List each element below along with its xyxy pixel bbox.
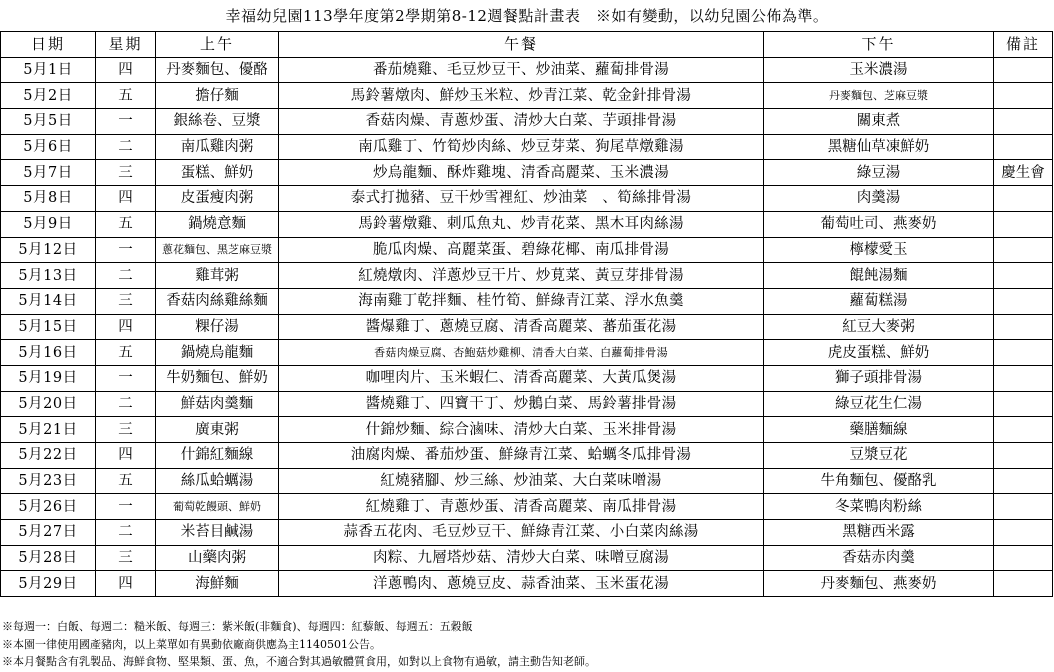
cell-morning-snack: 蔥花麵包、黑芝麻豆漿 <box>156 237 279 263</box>
table-row <box>1 288 1053 314</box>
cell-lunch: 什錦炒麵、綜合滷味、清炒大白菜、玉米排骨湯 <box>279 417 764 443</box>
cell-morning-snack: 香菇肉絲雞絲麵 <box>156 288 279 314</box>
cell-weekday: 二 <box>96 134 156 160</box>
cell-lunch: 泰式打拋豬、豆干炒雪裡紅、炒油菜 、筍絲排骨湯 <box>279 186 764 212</box>
cell-note <box>994 109 1053 135</box>
cell-lunch: 醬爆雞丁、蔥燒豆腐、清香高麗菜、蕃茄蛋花湯 <box>279 314 764 340</box>
cell-note <box>994 571 1053 597</box>
cell-lunch: 脆瓜肉燥、高麗菜蛋、碧綠花椰、南瓜排骨湯 <box>279 237 764 263</box>
cell-morning-snack: 山藥肉粥 <box>156 545 279 571</box>
cell-afternoon-snack: 香菇赤肉羹 <box>764 545 994 571</box>
cell-lunch: 紅燒燉肉、洋蔥炒豆干片、炒莧菜、黃豆芽排骨湯 <box>279 263 764 289</box>
cell-morning-snack: 廣東粥 <box>156 417 279 443</box>
cell-morning-snack: 海鮮麵 <box>156 571 279 597</box>
cell-afternoon-snack: 虎皮蛋糕、鮮奶 <box>764 340 994 366</box>
cell-note <box>994 340 1053 366</box>
header-note: 備註 <box>994 32 1053 58</box>
cell-morning-snack: 丹麥麵包、優酪 <box>156 57 279 83</box>
cell-morning-snack: 粿仔湯 <box>156 314 279 340</box>
cell-note <box>994 520 1053 546</box>
cell-morning-snack: 米苔目鹹湯 <box>156 520 279 546</box>
cell-morning-snack: 什錦紅麵線 <box>156 443 279 469</box>
cell-morning-snack: 蛋糕、鮮奶 <box>156 160 279 186</box>
cell-lunch: 紅燒雞丁、青蔥炒蛋、清香高麗菜、南瓜排骨湯 <box>279 494 764 520</box>
footnotes <box>2 618 1052 671</box>
table-row <box>1 134 1053 160</box>
cell-morning-snack: 鍋燒烏龍麵 <box>156 340 279 366</box>
cell-afternoon-snack: 黑糖仙草凍鮮奶 <box>764 134 994 160</box>
cell-afternoon-snack: 丹麥麵包、燕麥奶 <box>764 571 994 597</box>
cell-date: 5月1日 <box>1 57 96 83</box>
cell-date: 5月26日 <box>1 494 96 520</box>
cell-date: 5月12日 <box>1 237 96 263</box>
table-row <box>1 468 1053 494</box>
cell-date: 5月23日 <box>1 468 96 494</box>
cell-weekday: 一 <box>96 494 156 520</box>
cell-morning-snack: 擔仔麵 <box>156 83 279 109</box>
cell-weekday: 四 <box>96 443 156 469</box>
table-row <box>1 391 1053 417</box>
cell-note <box>994 365 1053 391</box>
cell-date: 5月20日 <box>1 391 96 417</box>
table-body <box>1 57 1053 596</box>
cell-date: 5月5日 <box>1 109 96 135</box>
cell-lunch: 馬鈴薯燉肉、鮮炒玉米粒、炒青江菜、乾金針排骨湯 <box>279 83 764 109</box>
cell-date: 5月6日 <box>1 134 96 160</box>
cell-lunch: 咖哩肉片、玉米蝦仁、清香高麗菜、大黃瓜煲湯 <box>279 365 764 391</box>
cell-afternoon-snack: 玉米濃湯 <box>764 57 994 83</box>
cell-weekday: 三 <box>96 417 156 443</box>
cell-note <box>994 468 1053 494</box>
cell-lunch: 紅燒豬腳、炒三絲、炒油菜、大白菜味噌湯 <box>279 468 764 494</box>
cell-lunch: 馬鈴薯燉雞、刺瓜魚丸、炒青花菜、黑木耳肉絲湯 <box>279 211 764 237</box>
cell-lunch: 油腐肉燥、番茄炒蛋、鮮綠青江菜、蛤蠣冬瓜排骨湯 <box>279 443 764 469</box>
cell-note <box>994 417 1053 443</box>
table-row <box>1 263 1053 289</box>
cell-lunch: 醬燒雞丁、四寶干丁、炒鵝白菜、馬鈴薯排骨湯 <box>279 391 764 417</box>
cell-morning-snack: 葡萄乾饅頭、鮮奶 <box>156 494 279 520</box>
cell-weekday: 三 <box>96 288 156 314</box>
cell-lunch: 蒜香五花肉、毛豆炒豆干、鮮綠青江菜、小白菜肉絲湯 <box>279 520 764 546</box>
cell-note <box>994 83 1053 109</box>
cell-date: 5月27日 <box>1 520 96 546</box>
header-afternoon: 下午 <box>764 32 994 58</box>
header-lunch: 午餐 <box>279 32 764 58</box>
table-row <box>1 211 1053 237</box>
cell-morning-snack: 牛奶麵包、鮮奶 <box>156 365 279 391</box>
cell-afternoon-snack: 檸檬愛玉 <box>764 237 994 263</box>
cell-weekday: 一 <box>96 365 156 391</box>
cell-afternoon-snack: 紅豆大麥粥 <box>764 314 994 340</box>
table-row <box>1 83 1053 109</box>
cell-morning-snack: 鍋燒意麵 <box>156 211 279 237</box>
cell-date: 5月22日 <box>1 443 96 469</box>
cell-weekday: 一 <box>96 109 156 135</box>
cell-weekday: 三 <box>96 160 156 186</box>
cell-note <box>994 288 1053 314</box>
cell-note <box>994 134 1053 160</box>
cell-lunch: 海南雞丁乾拌麵、桂竹筍、鮮綠青江菜、浮水魚羹 <box>279 288 764 314</box>
cell-weekday: 三 <box>96 545 156 571</box>
page-title: 幸福幼兒園113學年度第2學期第8-12週餐點計畫表 ※如有變動，以幼兒園公佈為準。 <box>225 7 829 25</box>
cell-note <box>994 545 1053 571</box>
cell-morning-snack: 鮮菇肉羹麵 <box>156 391 279 417</box>
table-row <box>1 109 1053 135</box>
cell-date: 5月15日 <box>1 314 96 340</box>
cell-afternoon-snack: 獅子頭排骨湯 <box>764 365 994 391</box>
cell-weekday: 四 <box>96 57 156 83</box>
cell-weekday: 五 <box>96 468 156 494</box>
cell-lunch: 炒烏龍麵、酥炸雞塊、清香高麗菜、玉米濃湯 <box>279 160 764 186</box>
table-row <box>1 57 1053 83</box>
cell-lunch: 香菇肉燥、青蔥炒蛋、清炒大白菜、芋頭排骨湯 <box>279 109 764 135</box>
cell-date: 5月2日 <box>1 83 96 109</box>
header-morning: 上午 <box>156 32 279 58</box>
cell-note <box>994 237 1053 263</box>
table-row <box>1 571 1053 597</box>
cell-date: 5月8日 <box>1 186 96 212</box>
cell-date: 5月28日 <box>1 545 96 571</box>
footnote-allergy: ※本月餐點含有乳製品、海鮮食物、堅果類、蛋、魚，不適合對其過敏體質食用，如對以上食物有過敏，請主動告知老師。 <box>2 655 596 668</box>
table-row <box>1 365 1053 391</box>
cell-note <box>994 494 1053 520</box>
cell-note <box>994 314 1053 340</box>
cell-lunch: 南瓜雞丁、竹筍炒肉絲、炒豆芽菜、狗尾草燉雞湯 <box>279 134 764 160</box>
cell-afternoon-snack: 餛飩湯麵 <box>764 263 994 289</box>
cell-note <box>994 443 1053 469</box>
cell-afternoon-snack: 關東煮 <box>764 109 994 135</box>
cell-weekday: 五 <box>96 211 156 237</box>
cell-morning-snack: 皮蛋瘦肉粥 <box>156 186 279 212</box>
cell-lunch: 肉粽、九層塔炒菇、清炒大白菜、味噌豆腐湯 <box>279 545 764 571</box>
cell-afternoon-snack: 黑糖西米露 <box>764 520 994 546</box>
footnote-pork: ※本園一律使用國產豬肉，以上菜單如有異動依廠商供應為主1140501公告。 <box>2 637 381 651</box>
cell-date: 5月21日 <box>1 417 96 443</box>
table-row <box>1 520 1053 546</box>
cell-date: 5月9日 <box>1 211 96 237</box>
cell-date: 5月16日 <box>1 340 96 366</box>
cell-afternoon-snack: 豆漿豆花 <box>764 443 994 469</box>
footnote-rice: ※每週一：白飯、每週二：糙米飯、每週三：紫米飯(非麵食)、每週四：紅藜飯、每週五：五穀飯 <box>2 620 473 633</box>
header-date: 日期 <box>1 32 96 58</box>
cell-weekday: 二 <box>96 263 156 289</box>
cell-weekday: 二 <box>96 391 156 417</box>
table-row <box>1 186 1053 212</box>
cell-date: 5月14日 <box>1 288 96 314</box>
cell-note <box>994 391 1053 417</box>
table-row <box>1 443 1053 469</box>
cell-note <box>994 263 1053 289</box>
table-row <box>1 237 1053 263</box>
cell-date: 5月19日 <box>1 365 96 391</box>
cell-morning-snack: 雞茸粥 <box>156 263 279 289</box>
table-row <box>1 340 1053 366</box>
cell-date: 5月13日 <box>1 263 96 289</box>
cell-weekday: 五 <box>96 340 156 366</box>
table-row <box>1 417 1053 443</box>
cell-note <box>994 186 1053 212</box>
cell-afternoon-snack: 蘿蔔糕湯 <box>764 288 994 314</box>
cell-weekday: 四 <box>96 186 156 212</box>
cell-morning-snack: 銀絲卷、豆漿 <box>156 109 279 135</box>
cell-weekday: 五 <box>96 83 156 109</box>
cell-morning-snack: 絲瓜蛤蠣湯 <box>156 468 279 494</box>
header-weekday: 星期 <box>96 32 156 58</box>
table-row <box>1 545 1053 571</box>
cell-weekday: 四 <box>96 314 156 340</box>
cell-lunch: 香菇肉燥豆腐、杏鮑菇炒雞柳、清香大白菜、白蘿蔔排骨湯 <box>279 340 764 366</box>
table-row <box>1 160 1053 186</box>
cell-lunch: 洋蔥鴨肉、蔥燒豆皮、蒜香油菜、玉米蛋花湯 <box>279 571 764 597</box>
cell-weekday: 一 <box>96 237 156 263</box>
cell-afternoon-snack: 肉羹湯 <box>764 186 994 212</box>
cell-afternoon-snack: 綠豆花生仁湯 <box>764 391 994 417</box>
cell-morning-snack: 南瓜雞肉粥 <box>156 134 279 160</box>
cell-weekday: 四 <box>96 571 156 597</box>
cell-date: 5月29日 <box>1 571 96 597</box>
cell-afternoon-snack: 牛角麵包、優酪乳 <box>764 468 994 494</box>
table-row <box>1 494 1053 520</box>
cell-lunch: 番茄燒雞、毛豆炒豆干、炒油菜、蘿蔔排骨湯 <box>279 57 764 83</box>
meal-plan-table <box>0 31 1053 597</box>
table-row <box>1 314 1053 340</box>
cell-afternoon-snack: 葡萄吐司、燕麥奶 <box>764 211 994 237</box>
cell-date: 5月7日 <box>1 160 96 186</box>
cell-note: 慶生會 <box>994 160 1053 186</box>
cell-note <box>994 211 1053 237</box>
cell-afternoon-snack: 綠豆湯 <box>764 160 994 186</box>
cell-afternoon-snack: 丹麥麵包、芝麻豆漿 <box>764 83 994 109</box>
cell-afternoon-snack: 藥膳麵線 <box>764 417 994 443</box>
table-header-row <box>1 32 1053 58</box>
cell-weekday: 二 <box>96 520 156 546</box>
cell-afternoon-snack: 冬菜鴨肉粉絲 <box>764 494 994 520</box>
cell-note <box>994 57 1053 83</box>
